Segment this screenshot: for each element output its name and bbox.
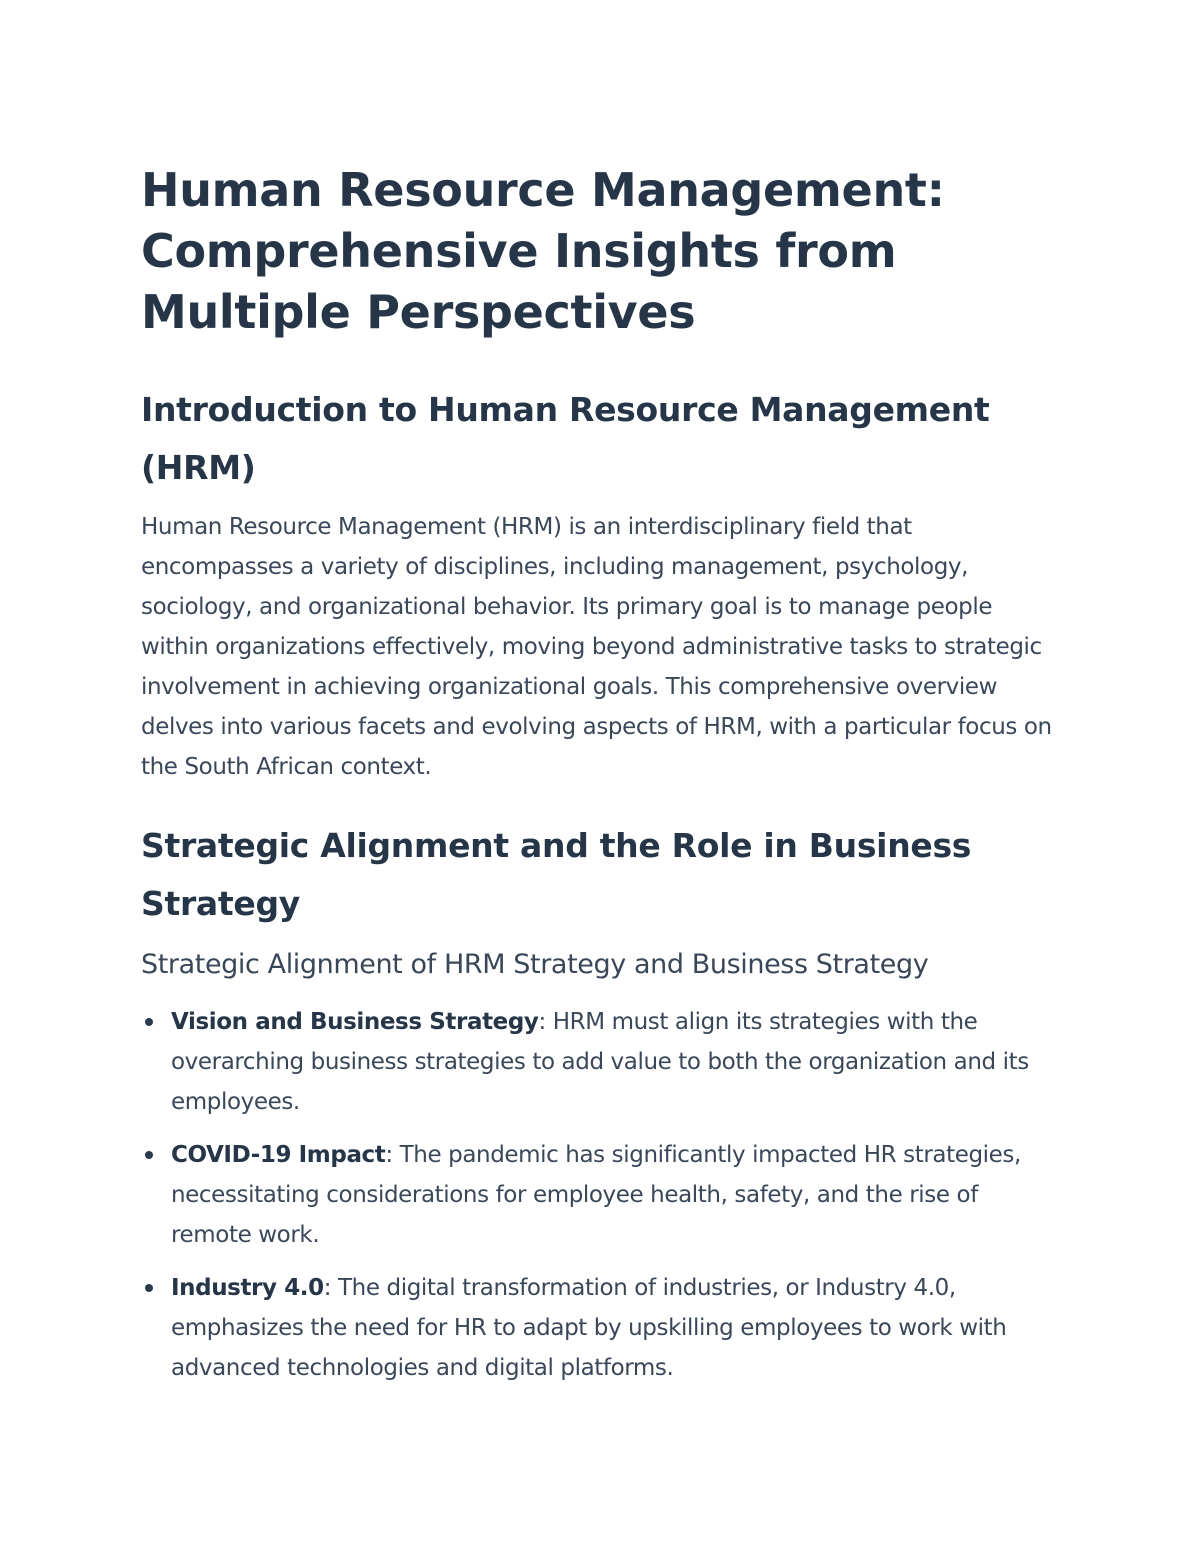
bullet-term: Vision and Business Strategy [171,1009,539,1035]
section-heading-strategic-alignment: Strategic Alignment and the Role in Business Strategy [141,826,972,923]
bullet-point-icon [145,1284,153,1292]
bullet-point-icon [145,1151,153,1159]
bullet-text: : The pandemic has significantly impacted HR strategies, necessitating considerations for employee health, safety, and the rise of remote work. [171,1142,1021,1248]
subheading-strategic-alignment: Strategic Alignment of HRM Strategy and Business Strategy [141,949,929,980]
list-item [141,1135,1060,1255]
list-item [141,1268,1060,1388]
section-heading-introduction: Introduction to Human Resource Management (HRM) [141,390,990,487]
bullet-text: : HRM must align its strategies with the overarching business strategies to add value to both the organization and its employees. [171,1009,1029,1115]
bullet-text: : The digital transformation of industries, or Industry 4.0, emphasizes the need for HR to adapt by upskilling employees to work with advanced technologies and digital platforms. [171,1275,1007,1381]
bullet-term: Industry 4.0 [171,1275,324,1301]
list-item [141,1002,1060,1122]
introduction-paragraph: Human Resource Management (HRM) is an interdisciplinary field that encompasses a variety of disciplines, including management, psychology, sociology, and organizational behavior. Its primary goal is to manage people within organizations effectively, moving beyond administrative tasks to strategic involvement in achieving organizational goals. This comprehensive overview delves into various facets and evolving aspects of HRM, with a particular focus on the South African context. [141,514,1052,780]
bullet-point-icon [145,1018,153,1026]
bullet-term: COVID-19 Impact [171,1142,386,1168]
bullet-list [141,1002,1060,1388]
document-title: Human Resource Management: Comprehensive Insights from Multiple Perspectives [141,163,945,339]
